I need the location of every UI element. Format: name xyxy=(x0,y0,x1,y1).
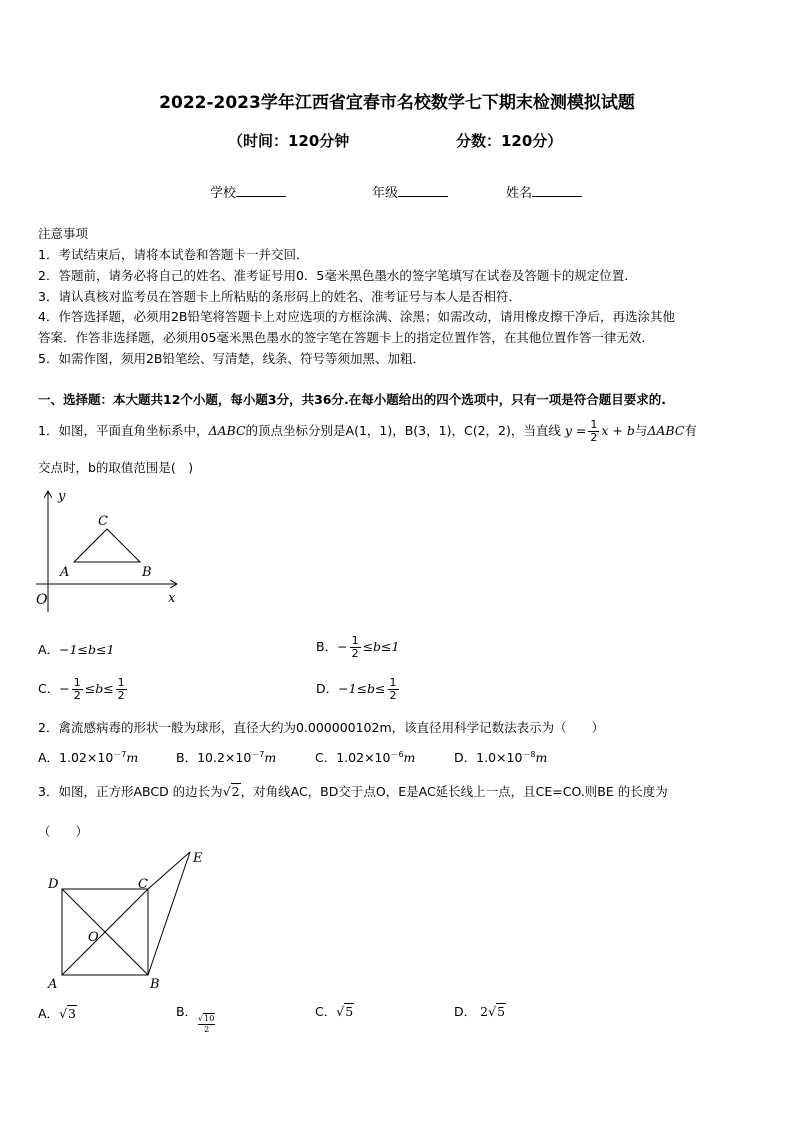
school-field[interactable] xyxy=(210,182,286,201)
grade-blank[interactable] xyxy=(398,184,448,197)
notes-heading: 注意事项 xyxy=(38,226,89,241)
note-item: 5．如需作图，须用2B铅笔绘、写清楚，线条、符号等须加黑、加粗． xyxy=(38,351,425,366)
q1-option-a[interactable]: A．−1≤b≤1 xyxy=(38,642,115,657)
point-b-label: B xyxy=(142,565,152,580)
q3-option-b[interactable]: B． √10 2 xyxy=(176,1004,215,1034)
q1-option-c[interactable]: C．− $\frac{1}{2}$ ≤b≤ $\frac{1}{2}$ xyxy=(38,676,125,702)
origin-label: O xyxy=(36,592,48,608)
exam-score: 分数：120分） xyxy=(456,132,563,150)
note-item: 2．答题前，请务必将自己的姓名、准考证号用0．5毫米黑色墨水的签字笔填写在试卷及答题卡的规定位置． xyxy=(38,268,637,283)
question-3-stem-cont: （ ） xyxy=(38,824,89,839)
q3-option-d[interactable]: D． 2√5 xyxy=(454,1004,506,1019)
q1-option-d[interactable]: D．−1≤b≤ $\frac{1}{2}$ xyxy=(316,676,397,702)
q2-option-c[interactable]: C．$1.02\times 10^{-6}m$ xyxy=(315,749,416,765)
q1-coordinate-figure xyxy=(30,484,190,614)
triangle-abc xyxy=(74,529,140,562)
point-d-label: D xyxy=(48,877,59,892)
point-e-label: E xyxy=(193,851,203,866)
note-item: 3．请认真核对监考员在答题卡上所粘贴的条形码上的姓名、准考证号与本人是否相符． xyxy=(38,289,521,304)
q3-option-c[interactable]: C．√5 xyxy=(315,1004,354,1019)
q1-option-b[interactable]: B．− $\frac{1}{2}$ ≤b≤1 xyxy=(316,634,400,660)
note-item: 4．作答选择题，必须用2B铅笔将答题卡上对应选项的方框涂满、涂黑；如需改动，请用橡皮擦干净后，再选涂其他 xyxy=(38,309,675,324)
grade-field[interactable] xyxy=(372,182,448,201)
point-a-label: A xyxy=(60,565,70,580)
point-c-label: C xyxy=(138,877,148,892)
question-2-stem: 2．禽流感病毒的形状一般为球形，直径大约为0.000000102m，该直径用科学记数法表示为（ ） xyxy=(38,720,605,735)
point-o-label: O xyxy=(88,930,99,945)
question-3-stem: 3．如图，正方形ABCD 的边长为√2，对角线AC，BD交于点O，E是AC延长线上一点，且CE=CO.则BE 的长度为 xyxy=(38,784,668,799)
point-b-label: B xyxy=(150,977,160,992)
note-item: 1．考试结束后，请将本试卷和答题卡一并交回． xyxy=(38,247,309,262)
school-label: 学校 xyxy=(210,186,237,201)
section-heading: 一、选择题：本大题共12个小题，每小题3分，共36分.在每小题给出的四个选项中，只有一项是符合题目要求的. xyxy=(38,392,666,407)
name-label: 姓名 xyxy=(506,186,533,201)
question-1-stem-cont: 交点时，b的取值范围是( ) xyxy=(38,460,194,475)
q2-option-d[interactable]: D．$1.0\times 10^{-8}m$ xyxy=(454,749,548,765)
page-title: 2022-2023学年江西省宜春市名校数学七下期末检测模拟试题 xyxy=(159,93,635,113)
point-c-label: C xyxy=(98,514,108,529)
q2-option-a[interactable]: A．$1.02\times 10^{-7}m$ xyxy=(38,749,139,765)
q3-square-figure xyxy=(42,846,214,992)
point-a-label: A xyxy=(48,977,58,992)
x-axis-label: x xyxy=(168,591,176,606)
y-axis-label: y xyxy=(58,489,66,504)
name-field[interactable] xyxy=(506,182,582,201)
note-item: 答案．作答非选择题，必须用05毫米黑色墨水的签字笔在答题卡上的指定位置作答，在其他位置作答一律无效． xyxy=(38,330,654,345)
grade-label: 年级 xyxy=(372,186,399,201)
q2-option-b[interactable]: B．$10.2\times 10^{-7}m$ xyxy=(176,749,277,765)
name-blank[interactable] xyxy=(532,184,582,197)
school-blank[interactable] xyxy=(236,184,286,197)
q3-option-a[interactable]: A．√3 xyxy=(38,1006,76,1021)
exam-time: （时间：120分钟 xyxy=(228,132,350,150)
question-1-stem: 1．如图，平面直角坐标系中，ΔABC的顶点坐标分别是A(1，1)，B(3，1)，C(2，2)，当直线 y = $\frac{1}{2}$ x + b与ΔABC有 xyxy=(38,418,697,444)
